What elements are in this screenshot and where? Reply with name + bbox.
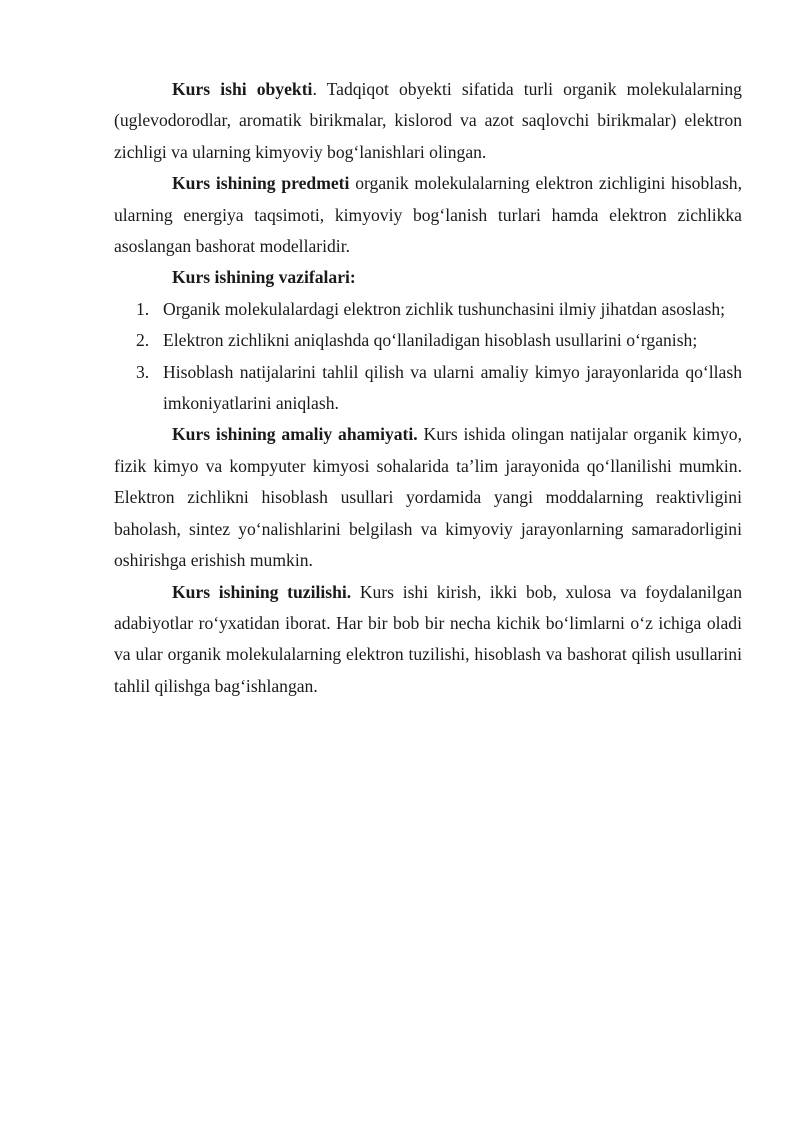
structure-text: Kurs ishi kirish, ikki bob, xulosa va foydalanilgan adabiyotlar ro‘yxatidan iborat. Har bir bob bir necha kichik bo‘limlarni o‘z ichiga oladi va ular organik molekulalarning elektron tuzilishi, hisoblash va bashorat qilish usullarini tahlil qilishga bag‘ishlangan. [114,581,742,696]
object-title: Kurs ishi obyekti [172,79,313,99]
paragraph-object [114,74,742,168]
tasks-title: Kurs ishining vazifalari: [172,267,356,288]
object-text: Tadqiqot obyekti sifatida turli organik molekulalarning (uglevodorodlar, aromatik birikmalar, kislorod va azot saqlovchi birikmalar) elektron zichligi va ularning kimyoviy bog‘lanishlari olingan. [114,79,742,162]
list-item-text: Elektron zichlikni aniqlashda qo‘llaniladigan hisoblash usullarini o‘rganish; [163,330,698,351]
object-title-punct: . [312,79,317,99]
paragraph-subject [114,168,742,262]
list-item-number: 2. [136,330,150,351]
list-item [114,294,742,325]
subject-text: organik molekulalarning elektron zichligini hisoblash, ularning energiya taqsimoti, kimyoviy bog‘lanish turlari hamda elektron zichlikka asoslangan bashorat modellaridir. [114,173,742,257]
tasks-list [114,294,742,420]
paragraph-significance [114,419,742,576]
list-item-text: Organik molekulalardagi elektron zichlik tushunchasini ilmiy jihatdan asoslash; [163,298,726,319]
significance-text: Kurs ishida olingan natijalar organik kimyo, fizik kimyo va kompyuter kimyosi sohalarida ta’lim jarayonida qo‘llanilishi mumkin. Elektron zichlikni hisoblash usullari yordamida yangi moddalarning reaktivligini baholash, sintez yo‘nalishlarini belgilash va kimyoviy jarayonlarning samaradorligini oshirishga erishish mumkin. [114,424,742,571]
list-item-text: Hisoblash natijalarini tahlil qilish va ularni amaliy kimyo jarayonlarida qo‘llash imkoniyatlarini aniqlash. [163,361,742,414]
list-item [114,357,742,420]
document-page [114,74,742,702]
list-item-number: 1. [136,298,150,319]
structure-title: Kurs ishining tuzilishi. [172,581,352,602]
paragraph-structure [114,577,742,703]
list-item-number: 3. [136,361,150,382]
significance-title: Kurs ishining amaliy ahamiyati. [172,424,418,445]
list-item [114,325,742,356]
subject-title: Kurs ishining predmeti [172,173,350,194]
